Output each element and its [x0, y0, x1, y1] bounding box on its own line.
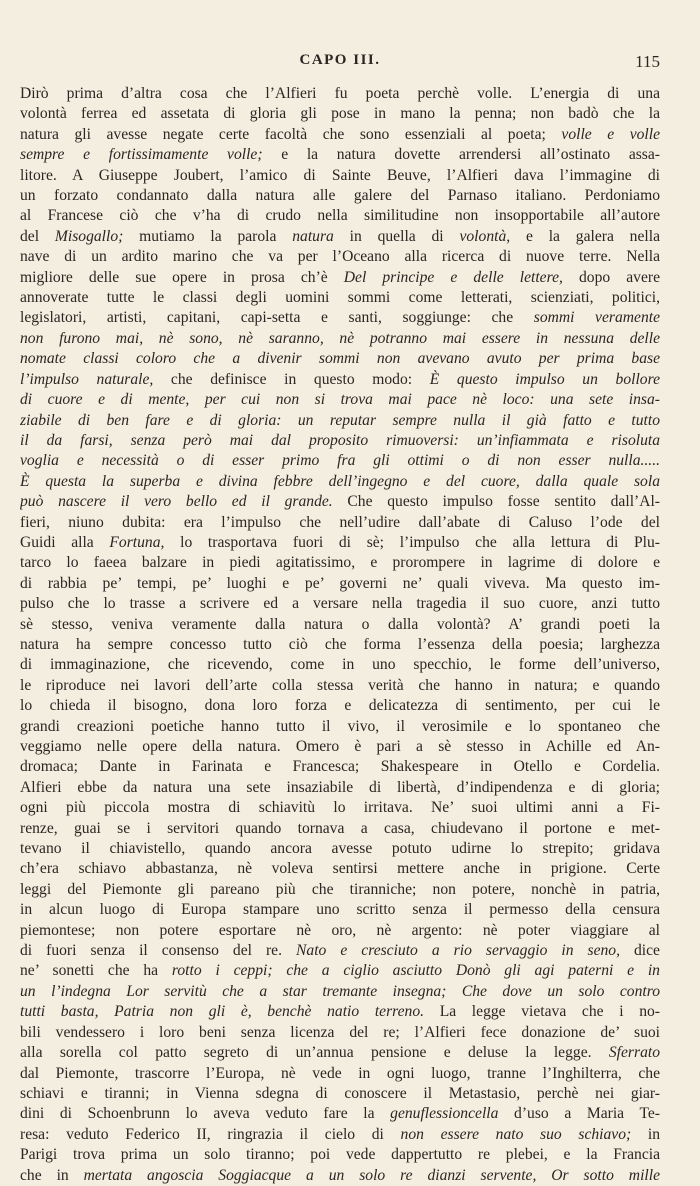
text-line — [20, 757, 660, 777]
text-segment: in quella di — [333, 227, 460, 245]
italic-text: ziabile di ben fare e di gloria: un reputar sempre nulla il già fatto e tutto — [20, 411, 660, 429]
italic-text: Fortuna, — [109, 533, 165, 551]
text-line — [20, 553, 660, 573]
italic-text: può nascere il vero bello ed il grande. — [20, 493, 333, 511]
text-segment: di fuori senza il consenso del re. — [20, 942, 297, 960]
text-segment: che in — [20, 1166, 84, 1184]
italic-text: volle e volle — [561, 125, 660, 143]
text-line — [20, 84, 660, 104]
text-segment: di immaginazione, che ricevendo, come in uno specchio, le forme dell’universo, — [20, 656, 660, 674]
text-segment: nave di un ardito marino che va per l’Oceano alla ricerca di nuove terre. Nella — [20, 248, 660, 266]
italic-text: voglia e necessità o di esser primo fra gli ottimi o di non esser nulla..... — [20, 452, 660, 470]
italic-text: sommi veramente — [533, 309, 660, 327]
text-segment: e la galera nella — [510, 227, 660, 245]
text-segment: dice — [620, 942, 660, 960]
text-segment: ne’ sonetti che ha — [20, 962, 172, 980]
text-line — [20, 941, 660, 961]
text-segment: d’uso a Maria Te- — [498, 1105, 660, 1123]
text-segment: renze, guai se i servitori quando tornava a casa, chiudevano il portone e met- — [20, 819, 660, 837]
text-line — [20, 533, 660, 553]
text-segment: le riproduce nei lavori dell’arte colla stessa verità che hanno in natura; e quando — [20, 676, 660, 694]
italic-text: genuflessioncella — [390, 1105, 499, 1123]
italic-text: di cuore e di mente, per cui non si trova mai pace nè loco: una sete insa- — [20, 391, 660, 409]
text-segment: veggiamo nelle opere della natura. Omero è pari a sè stesso in Achille ed An- — [20, 738, 660, 755]
text-segment: volontà ferrea ed assetata di gloria gli pose in mano la penna; non badò che la — [20, 105, 660, 123]
text-line — [20, 574, 660, 594]
text-segment: in — [631, 1125, 660, 1143]
text-line — [20, 615, 660, 635]
text-segment: schiavi e tiranni; in Vienna sdegna di conoscere il Metastasio, perchè nei giar- — [20, 1084, 660, 1102]
text-line — [20, 104, 660, 124]
italic-text: un l’indegna Lor servitù che a star tremante insegna; Che dove un solo contro — [20, 982, 660, 1000]
text-line — [20, 247, 660, 267]
text-segment: dini di Schoenbrunn lo aveva veduto fare la — [20, 1105, 391, 1123]
text-segment: ch’era schiavo abbastanza, nè voleva sentirsi mettere anche in prigione. Certe — [20, 860, 660, 878]
italic-text: Del principe e delle lettere, — [343, 268, 563, 286]
text-segment: alla sorella col patto segreto di un’annua pensione e deluse la legge. — [20, 1044, 609, 1062]
text-line — [20, 166, 660, 186]
italic-text: Misogallo; — [54, 227, 124, 245]
text-segment: Che questo impulso fosse sentito dall’Al- — [332, 493, 660, 511]
text-line — [20, 411, 660, 431]
text-line — [20, 839, 660, 859]
text-line — [20, 1125, 660, 1145]
text-line — [20, 676, 660, 696]
text-line — [20, 982, 660, 1002]
text-line — [20, 308, 660, 328]
text-line — [20, 880, 660, 900]
text-segment: ogni più piccola mostra di schiavitù lo irritava. Ne’ suoi ultimi anni a Fi- — [20, 799, 660, 817]
text-segment: al Francese ciò che v’ha di crudo nella similitudine non insopportabile all’autore — [20, 207, 660, 225]
italic-text: È questa la superba e divina febbre dell’ingegno e del cuore, dalla quale sola — [20, 472, 660, 490]
text-segment: legislatori, artisti, capitani, capi-setta e santi, soggiunge: che — [20, 309, 534, 327]
text-segment: tevano il chiavistello, quando ancora avesse potuto udirne lo strepito; gridava — [20, 840, 660, 858]
text-segment: tarco lo faeea balzare in piedi agitatissimo, e prorompere in lagrime di dolore e — [20, 554, 660, 572]
text-line — [20, 451, 660, 471]
text-line — [20, 900, 660, 920]
text-segment: lo chieda il bisogno, dona loro forza e delicatezza di sentimento, per cui le — [20, 697, 660, 715]
text-segment: pulso che lo trasse a scrivere ed a versare nella tragedia il suo cuore, anzi tutto — [20, 595, 660, 613]
text-line — [20, 472, 660, 492]
text-segment: piemontese; non potere esportare nè oro, nè argento: nè poter viaggiare al — [20, 921, 660, 939]
text-line — [20, 778, 660, 798]
italic-text: non essere nato suo schiavo; — [400, 1125, 632, 1143]
text-line — [20, 594, 660, 614]
text-line — [20, 329, 660, 349]
text-line — [20, 635, 660, 655]
page-number: 115 — [635, 52, 660, 71]
text-segment: Parigi trova prima un solo tiranno; poi vede dappertutto re plebei, e la Francia — [20, 1146, 660, 1164]
text-line — [20, 859, 660, 879]
italic-text: nomate classi coloro che a divenir sommi non avevano avuto per prima base — [20, 350, 660, 368]
text-line — [20, 1166, 660, 1186]
italic-text: tutti basta, Patria non gli è, benchè natio terreno. — [20, 1003, 425, 1021]
italic-text: natura — [292, 227, 334, 245]
text-segment: migliore delle sue opere in prosa ch’è — [20, 268, 344, 286]
text-line — [20, 921, 660, 941]
text-line — [20, 206, 660, 226]
text-segment: natura ha sempre concesso tutto ciò che forma l’essenza della poesia; larghezza — [20, 635, 660, 653]
italic-text: mertata angoscia Soggiacque a un solo re dianzi servente, Or sotto mille — [83, 1166, 660, 1184]
text-line — [20, 1002, 660, 1022]
text-line — [20, 431, 660, 451]
text-line — [20, 1104, 660, 1124]
italic-text: l’impulso naturale, — [20, 370, 154, 388]
text-line — [20, 1023, 660, 1043]
running-head — [20, 52, 660, 76]
text-segment: dal Piemonte, trascorre l’Europa, nè vede in ogni luogo, tranne l’Inghilterra, che — [20, 1064, 660, 1082]
text-line — [20, 655, 660, 675]
text-line — [20, 268, 660, 288]
text-segment: dopo avere — [562, 268, 660, 286]
text-line — [20, 696, 660, 716]
text-segment: Dirò prima d’altra cosa che l’Alfieri fu poeta perchè volle. L’energia di una — [20, 85, 660, 102]
italic-text: non furono mai, nè sono, nè saranno, nè potranno mai essere in nessuna delle — [20, 329, 660, 347]
text-segment: leggi del Piemonte gli pareano più che tiranniche; non potere, nonchè in patria, — [20, 880, 660, 898]
text-line — [20, 145, 660, 165]
chapter-heading: CAPO III. — [299, 52, 381, 68]
text-line — [20, 370, 660, 390]
text-segment: Guidi alla — [20, 533, 110, 551]
text-segment: natura gli avesse negate certe facoltà che sono essenziali al poeta; — [20, 125, 562, 143]
text-line — [20, 717, 660, 737]
text-line — [20, 961, 660, 981]
text-line — [20, 1043, 660, 1063]
italic-text: È questo impulso un bollore — [429, 370, 660, 388]
text-line — [20, 492, 660, 512]
text-segment: mutiamo la parola — [123, 227, 293, 245]
body-text — [20, 84, 660, 1186]
text-segment: che definisce in questo modo: — [153, 370, 430, 388]
text-segment: litore. A Giuseppe Joubert, l’amico di Sainte Beuve, l’Alfieri dava l’immagine di — [20, 166, 660, 184]
text-segment: dromaca; Dante in Farinata e Francesca; Shakespeare in Otello e Cordelia. — [20, 758, 660, 776]
text-segment: Alfieri ebbe da natura una sete insaziabile di libertà, d’indipendenza e di gloria; — [20, 778, 660, 796]
italic-text: Sferrato — [608, 1044, 660, 1062]
text-line — [20, 288, 660, 308]
italic-text: rotto i ceppi; che a ciglio asciutto Donò gli agi paterni e in — [171, 962, 660, 980]
text-segment: grandi creazioni poetiche hanno tutto il vivo, il verosimile e lo spontaneo che — [20, 717, 660, 735]
italic-text: il da farsi, senza però mai dal proposito rimuoversi: un’infiammata e risoluta — [20, 431, 660, 449]
text-segment: e la natura dovette arrendersi all’ostinato assa- — [262, 146, 660, 164]
italic-text: Nato e cresciuto a rio servaggio in seno, — [296, 942, 620, 960]
text-line — [20, 125, 660, 145]
text-line — [20, 390, 660, 410]
text-line — [20, 1084, 660, 1104]
text-line — [20, 1064, 660, 1084]
text-segment: di rabbia pe’ tempi, pe’ luoghi e pe’ governi ne’ quali viveva. Ma questo im- — [20, 574, 660, 592]
text-line — [20, 513, 660, 533]
text-line — [20, 819, 660, 839]
text-line — [20, 798, 660, 818]
italic-text: sempre e fortissimamente volle; — [20, 146, 263, 164]
text-line — [20, 349, 660, 369]
italic-text: volontà, — [459, 227, 511, 245]
text-line — [20, 1145, 660, 1165]
text-segment: sè stesso, veniva veramente dalla natura o dalla volontà? A’ grandi poeti la — [20, 615, 660, 633]
text-segment: un forzato condannato dalla natura alle galere del Parnaso italiano. Perdoniamo — [20, 187, 660, 205]
text-line — [20, 227, 660, 247]
text-segment: bili vendessero i loro beni senza licenza del re; l’Alfieri fece donazione de’ suoi — [20, 1023, 660, 1041]
text-segment: del — [20, 227, 55, 245]
text-segment: in alcun luogo di Europa stampare uno scritto senza il permesso della censura — [20, 901, 660, 919]
text-segment: annoverate tutte le classi degli uomini sommi come letterati, scienziati, politici, — [20, 289, 660, 307]
text-line — [20, 737, 660, 757]
text-segment: lo trasportava fuori di sè; l’impulso che alla lettura di Plu- — [164, 533, 660, 551]
text-segment: fieri, niuno dubita: era l’impulso che nell’udire dall’abate di Caluso l’ode del — [20, 513, 660, 531]
text-segment: La legge vietava che i no- — [424, 1003, 660, 1021]
text-segment: resa: veduto Federico II, ringrazia il cielo di — [20, 1125, 401, 1143]
text-line — [20, 186, 660, 206]
